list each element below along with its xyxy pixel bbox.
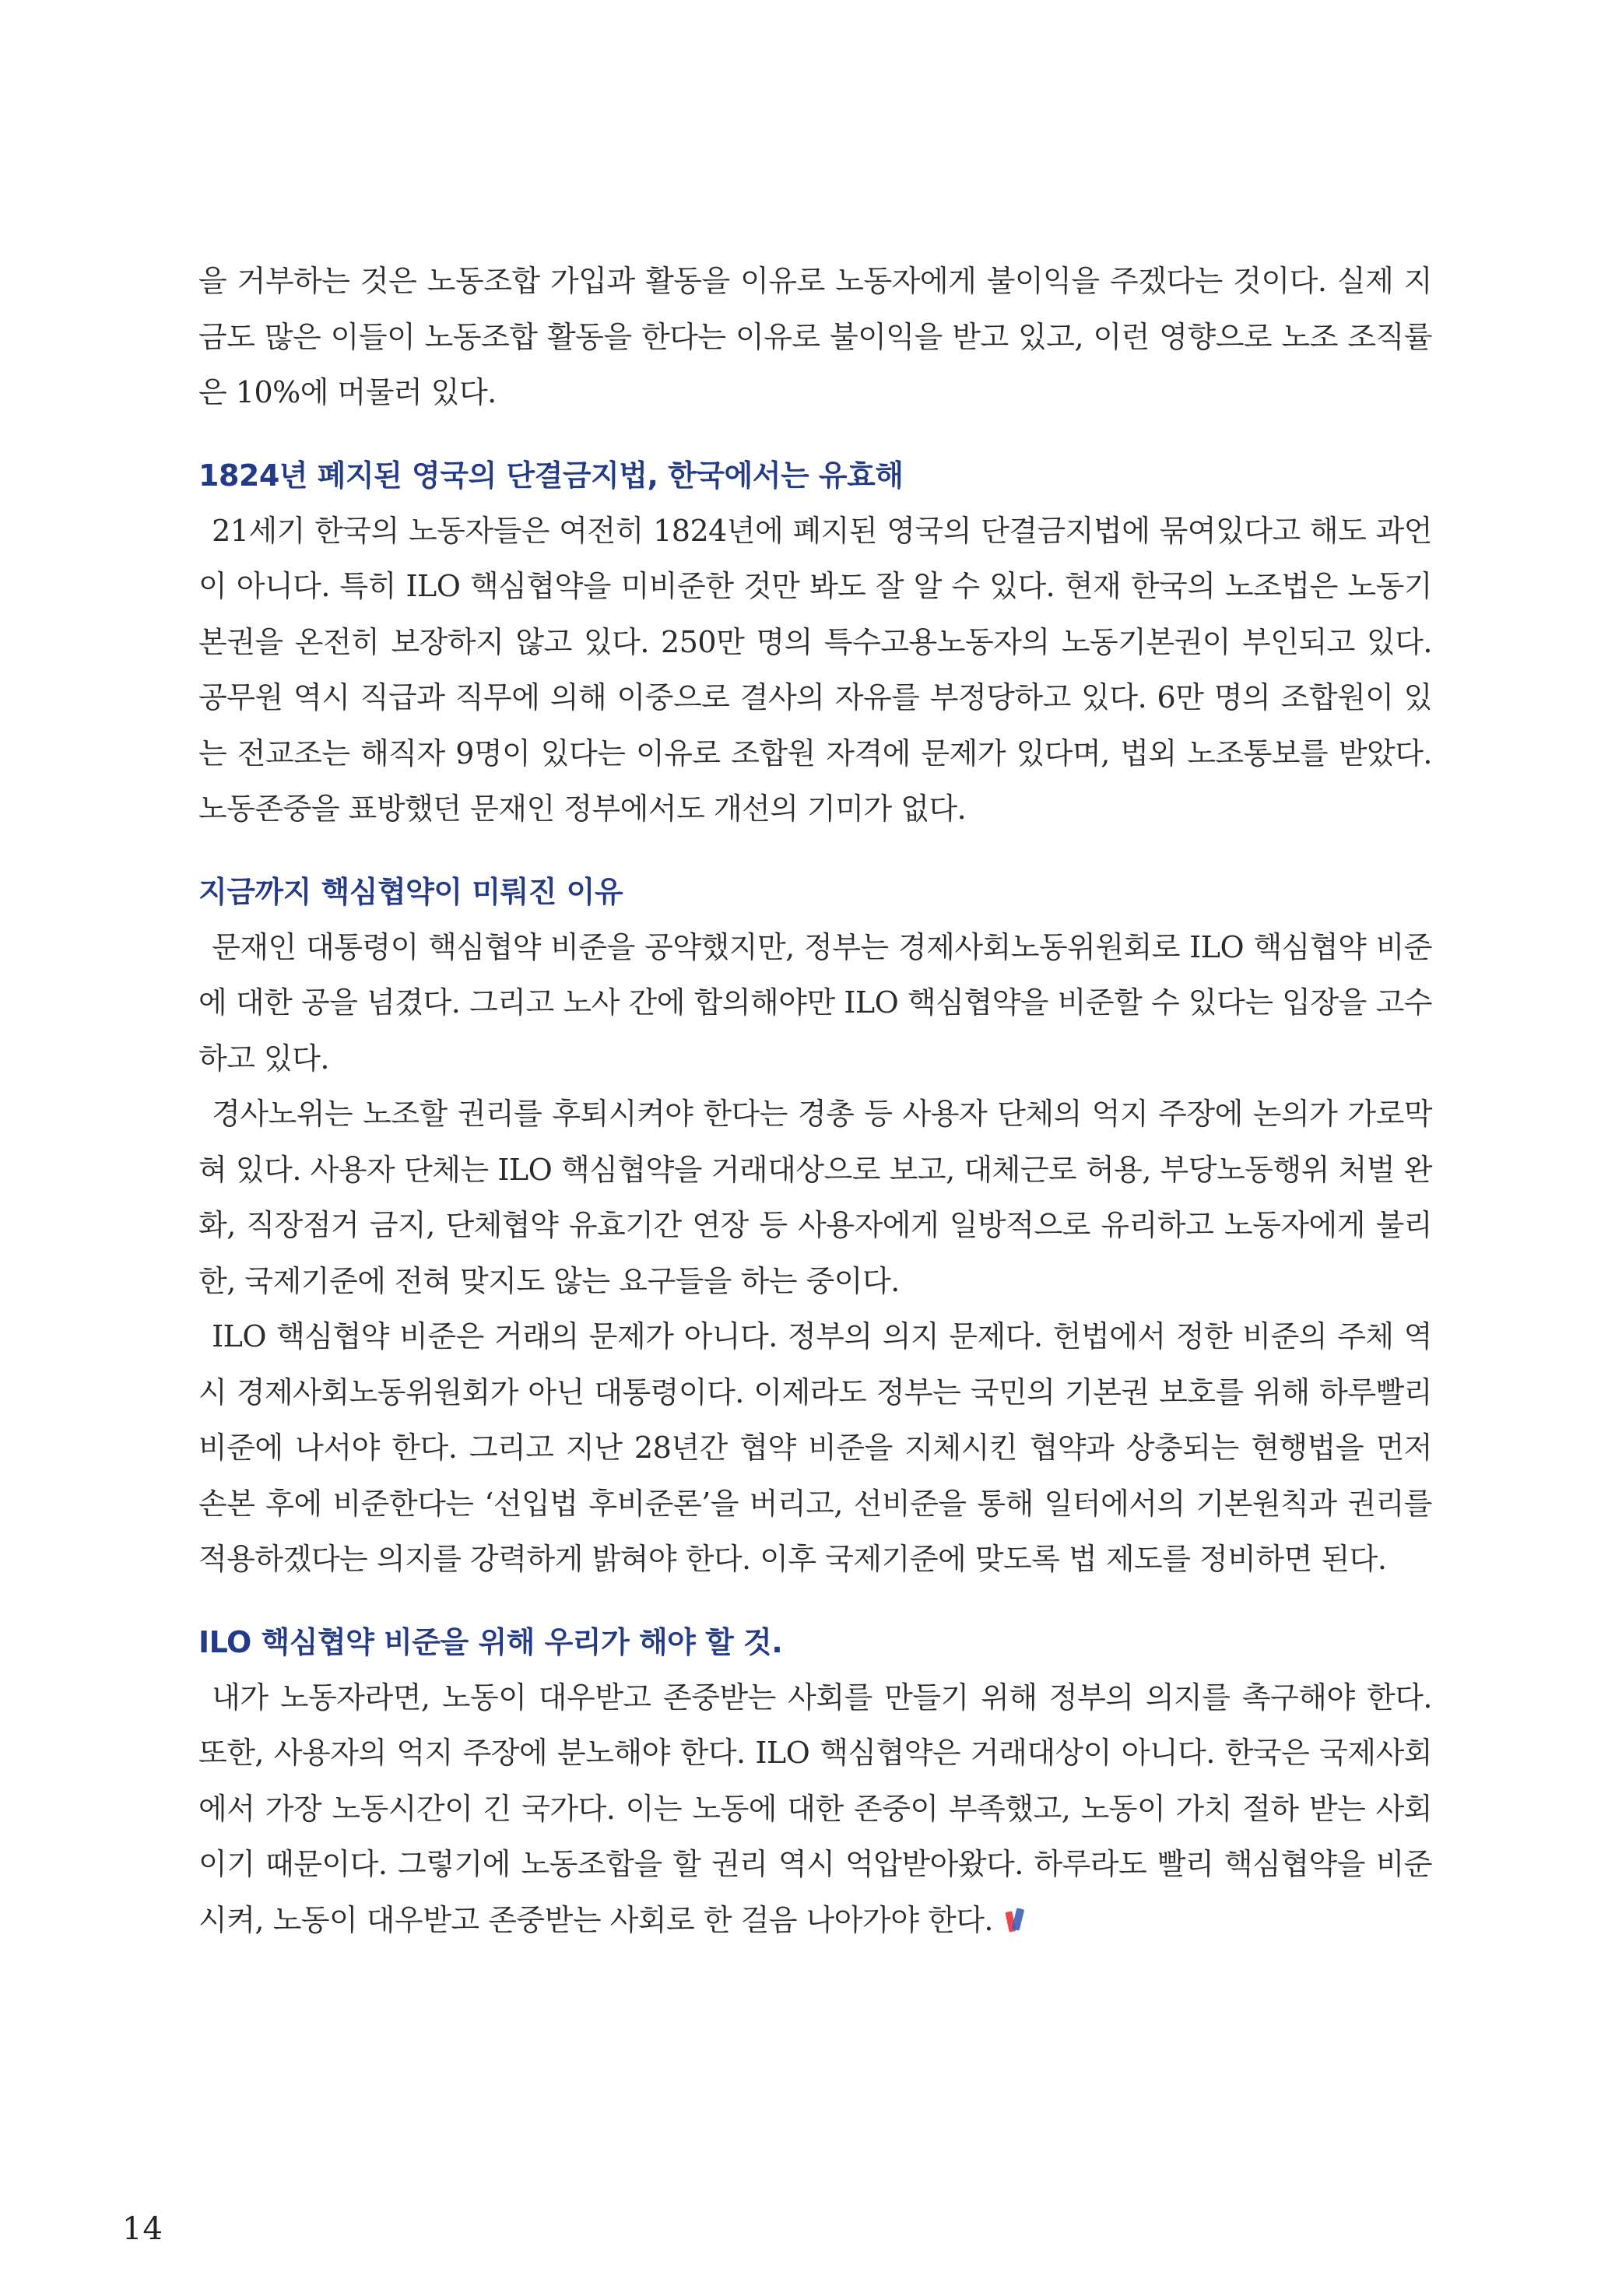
paragraph-1824-law: 21세기 한국의 노동자들은 여전히 1824년에 폐지된 영국의 단결금지법에 묶여있다고 해도 과언이 아니다. 특히 ILO 핵심협약을 미비준한 것만 봐도 잘 알 수 있다. 현재 한국의 노조법은 노동기본권을 온전히 보장하지 않고 있다. 250만 명의 특수고용노동자의 노동기본권이 부인되고 있다. 공무원 역시 직급과 직무에 의해 이중으로 결사의 자유를 부정당하고 있다. 6만 명의 조합원이 있는 전교조는 해직자 9명이 있다는 이유로 조합원 자격에 문제가 있다며, 법외 노조통보를 받았다. 노동존중을 표방했던 문재인 정부에서도 개선의 기미가 없다.	[198, 513, 1432, 826]
spacer	[198, 421, 1432, 448]
section-heading-what-to-do: ILO 핵심협약 비준을 위해 우리가 해야 할 것.	[198, 1624, 783, 1659]
paragraph-what-to-do: 내가 노동자라면, 노동이 대우받고 존중받는 사회를 만들기 위해 정부의 의지를 촉구해야 한다. 또한, 사용자의 억지 주장에 분노해야 한다. ILO 핵심협약은 거래대상이 아니다. 한국은 국제사회에서 가장 노동시간이 긴 국가다. 이는 노동에 대한 존중이 부족했고, 노동이 가치 절하 받는 사회이기 때문이다. 그렇기에 노동조합을 할 권리 역시 억압받아왔다. 하루라도 빨리 핵심협약을 비준시켜, 노동이 대우받고 존중받는 사회로 한 걸음 나아가야 한다.	[198, 1680, 1432, 1937]
paragraph-continuation: 을 거부하는 것은 노동조합 가입과 활동을 이유로 노동자에게 불이익을 주겠다는 것이다. 실제 지금도 많은 이들이 노동조합 활동을 한다는 이유로 불이익을 받고 있고, 이런 영향으로 노조 조직률은 10%에 머물러 있다.	[198, 264, 1432, 409]
spacer	[198, 1588, 1432, 1614]
spacer	[198, 837, 1432, 864]
paragraph-delay-reason-2: 경사노위는 노조할 권리를 후퇴시켜야 한다는 경총 등 사용자 단체의 억지 주장에 논의가 가로막혀 있다. 사용자 단체는 ILO 핵심협약을 거래대상으로 보고, 대체근로 허용, 부당노동행위 처벌 완화, 직장점거 금지, 단체협약 유효기간 연장 등 사용자에게 일방적으로 유리하고 노동자에게 불리한, 국제기준에 전혀 맞지도 않는 요구들을 하는 중이다.	[198, 1097, 1432, 1298]
section-heading-delay-reason: 지금까지 핵심협약이 미뤄진 이유	[198, 874, 623, 909]
paragraph-delay-reason-3: ILO 핵심협약 비준은 거래의 문제가 아니다. 정부의 의지 문제다. 헌법에서 정한 비준의 주체 역시 경제사회노동위원회가 아닌 대통령이다. 이제라도 정부는 국민의 기본권 보호를 위해 하루빨리 비준에 나서야 한다. 그리고 지난 28년간 협약 비준을 지체시킨 협약과 상충되는 현행법을 먼저 손본 후에 비준한다는 ‘선입법 후비준론’을 버리고, 선비준을 통해 일터에서의 기본원칙과 권리를 적용하겠다는 의지를 강력하게 밝혀야 한다. 이후 국제기준에 맞도록 법 제도를 정비하면 된다.	[198, 1319, 1432, 1576]
page-content	[198, 254, 1432, 1948]
page-number: 14	[122, 2211, 163, 2247]
paragraph-delay-reason-1: 문재인 대통령이 핵심협약 비준을 공약했지만, 정부는 경제사회노동위원회로 ILO 핵심협약 비준에 대한 공을 넘겼다. 그리고 노사 간에 합의해야만 ILO 핵심협약을 비준할 수 있다는 입장을 고수하고 있다.	[198, 929, 1432, 1076]
section-heading-1824-law: 1824년 폐지된 영국의 단결금지법, 한국에서는 유효해	[198, 458, 904, 493]
end-mark-icon	[1007, 1908, 1024, 1933]
